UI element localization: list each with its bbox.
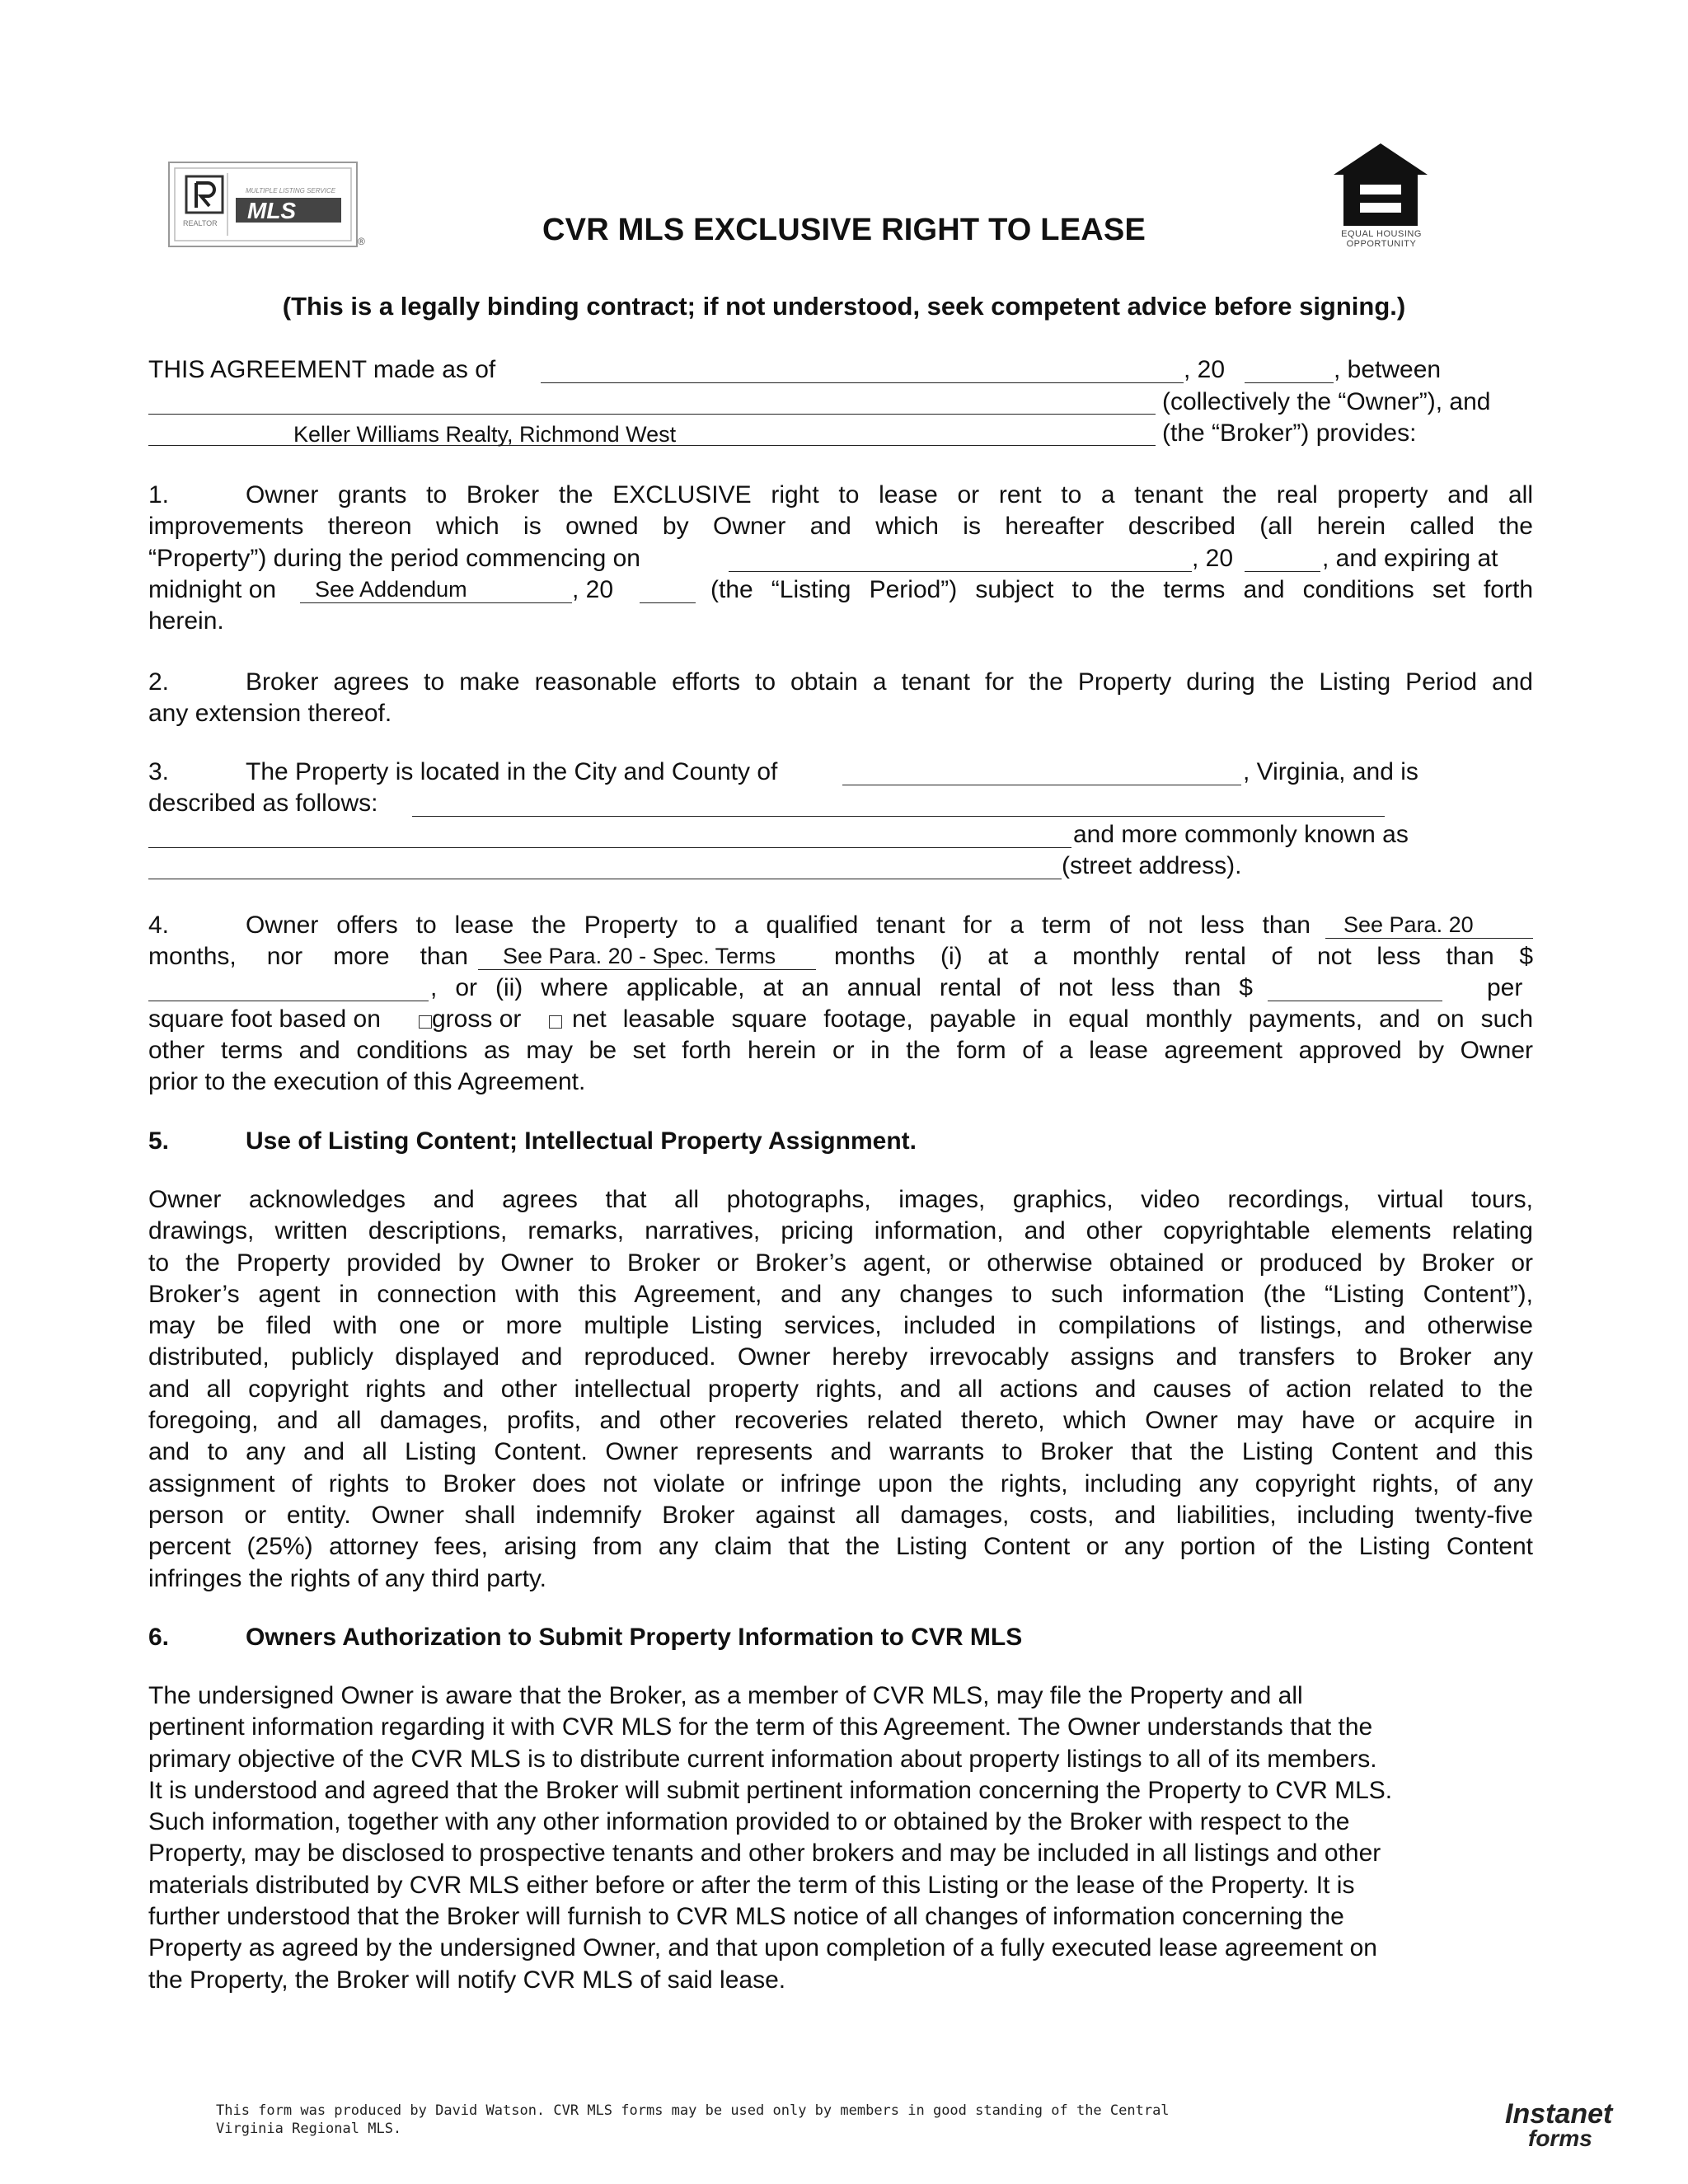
max-term-value: See Para. 20 - Spec. Terms [503,944,776,968]
legal-notice: (This is a legally binding contract; if not understood, seek competent advice before signing.) [282,292,1406,321]
p6-line: primary objective of the CVR MLS is to distribute current information about property listings to all of its members. [148,1745,1377,1773]
p3-line-3: and more commonly known as [1073,821,1409,848]
p6-line: Property as agreed by the undersigned Owner, and that upon completion of a fully executed lease agreement on [148,1934,1377,1962]
p5-line: and all copyright rights and other intellectual property rights, and all actions and causes of action related to the [148,1375,1533,1403]
p6-line: Such information, together with any other information provided to or obtained by the Broker with respect to the [148,1808,1350,1836]
p6-heading: Owners Authorization to Submit Property Information to CVR MLS [246,1624,1023,1651]
annual-rent-field[interactable] [1268,976,1442,1001]
svg-text:MULTIPLE LISTING SERVICE: MULTIPLE LISTING SERVICE [246,187,336,194]
p4-line-6: prior to the execution of this Agreement. [148,1068,586,1095]
svg-text:Instanet: Instanet [1505,2098,1613,2130]
street-address-field[interactable] [148,854,1062,879]
p5-line: drawings, written descriptions, remarks, narratives, pricing information, and other copyrightable elements relating [148,1217,1533,1245]
equal-housing-text [1325,229,1437,249]
p5-line: and to any and all Listing Content. Owner represents and warrants to Broker that the Listing Content and this [148,1438,1533,1466]
svg-text:MLS: MLS [247,198,297,223]
p1-line-1: Owner grants to Broker the EXCLUSIVE right to lease or rent to a tenant the real property and all [246,481,1533,509]
p5-line: infringes the rights of any third party. [148,1564,547,1592]
monthly-rent-field[interactable] [148,976,429,1001]
intro-between: , between [1334,356,1442,383]
p6-line: It is understood and agreed that the Broker will submit pertinent information concerning the Property to CVR MLS. [148,1776,1393,1804]
broker-name-value: Keller Williams Realty, Richmond West [293,422,677,447]
p6-line: pertinent information regarding it with CVR MLS for the term of this Agreement. The Owner understands that the [148,1713,1373,1741]
p5-line: distributed, publicly displayed and reproduced. Owner hereby irrevocably assigns and transfers to Broker any [148,1343,1533,1371]
footer-notice [216,2102,1170,2138]
p5-line: to the Property provided by Owner to Broker or Broker’s agent, or otherwise obtained or produced by Broker or [148,1249,1533,1277]
p4-line-2b: months (i) at a monthly rental of not less than $ [834,943,1533,970]
p5-body [148,1184,1533,1595]
p3-line-2: described as follows: [148,790,378,817]
listing-start-date-field[interactable] [729,546,1192,572]
p4-line-5: other terms and conditions as may be set forth herein or in the form of a lease agreement approved by Owner [148,1037,1533,1064]
p6-line: further understood that the Broker will furnish to CVR MLS notice of all changes of information concerning the [148,1903,1344,1931]
p2-number: 2. [148,668,170,696]
p5-number: 5. [148,1127,170,1155]
footer-line-1: This form was produced by David Watson. CVR MLS forms may be used only by members in good standing of the Central [216,2102,1170,2119]
registered-mark: ® [358,236,365,247]
intro-owner-suffix: (collectively the “Owner”), and [1162,388,1491,415]
svg-text:REALTOR: REALTOR [183,219,218,227]
p1-line-3b: , 20 [1192,545,1234,572]
p5-line: foregoing, and all damages, profits, and other recoveries related thereto, which Owner may have or acquire in [148,1407,1533,1435]
p5-heading: Use of Listing Content; Intellectual Property Assignment. [246,1127,917,1155]
p4-number: 4. [148,912,170,939]
legal-description-field-1[interactable] [412,791,1385,817]
document-title: CVR MLS EXCLUSIVE RIGHT TO LEASE [542,213,1146,247]
p6-line: The undersigned Owner is aware that the Broker, as a member of CVR MLS, may file the Property and all [148,1682,1303,1709]
p4-line-4a: square foot based on [148,1005,381,1033]
p5-line: may be filed with one or more multiple Listing services, included in compilations of listings, and otherwise [148,1312,1533,1340]
p3-line-4: (street address). [1062,852,1242,879]
intro-made-as-of: THIS AGREEMENT made as of [148,356,496,383]
net-checkbox[interactable] [549,1015,562,1029]
p5-line: assignment of rights to Broker does not violate or infringe upon the rights, including any copyright rights, of any [148,1469,1533,1497]
p2-line-1: Broker agrees to make reasonable efforts to obtain a tenant for the Property during the Listing Period and [246,668,1533,696]
city-county-field[interactable] [842,760,1241,785]
agreement-date-field[interactable] [541,358,1184,383]
p5-line: Owner acknowledges and agrees that all photographs, images, graphics, video recordings, virtual tours, [148,1186,1533,1213]
p1-line-2: improvements thereon which is owned by Owner and which is hereafter described (all herein called the [148,513,1533,540]
intro-year-prefix: , 20 [1184,356,1226,383]
p4-line-3a: , or (ii) where applicable, at an annual rental of not less than $ [430,974,1253,1001]
listing-expiry-year-field[interactable] [640,578,696,603]
owner-name-field[interactable] [148,389,1156,415]
p4-gross-label: gross or [432,1005,522,1033]
gross-checkbox[interactable] [419,1015,432,1029]
p3-line-1b: , Virginia, and is [1243,758,1418,785]
p5-line: percent (25%) attorney fees, arising from any claim that the Listing Content or any portion of the Listing Content [148,1533,1533,1561]
p1-line-4a: midnight on [148,576,277,603]
p1-number: 1. [148,481,170,509]
p6-line: the Property, the Broker will notify CVR MLS of said lease. [148,1966,786,1994]
p4-line-2a: months, nor more than [148,943,468,970]
p4-line-3b: per [1487,974,1523,1001]
listing-start-year-field[interactable] [1245,546,1320,572]
svg-text:forms: forms [1528,2125,1592,2151]
eho-line-2: OPPORTUNITY [1346,239,1417,249]
p6-line: Property, may be disclosed to prospective tenants and other brokers and may be included in all listings and other [148,1840,1381,1868]
p1-line-3c: , and expiring at [1322,545,1498,572]
p2-line-2: any extension thereof. [148,700,392,727]
p6-body [148,1680,1533,1996]
p4-line-4b: net leasable square footage, payable in equal monthly payments, and on such [572,1005,1533,1033]
p3-number: 3. [148,758,170,785]
instanet-forms-logo [1502,2093,1658,2151]
p5-line: person or entity. Owner shall indemnify Broker against all damages, costs, and liabilities, including twenty-five [148,1501,1533,1529]
p1-line-3a: “Property”) during the period commencing on [148,545,640,572]
p6-line: materials distributed by CVR MLS either before or after the term of this Listing or the lease of the Property. It is [148,1871,1355,1899]
listing-expiry-value: See Addendum [315,577,467,602]
p1-line-4b: , 20 [572,576,614,603]
p1-line-5: herein. [148,607,224,635]
legal-description-field-2[interactable] [148,823,1071,848]
footer-line-2: Virginia Regional MLS. [216,2121,402,2137]
p5-line: Broker’s agent in connection with this Agreement, and any changes to such information (the “Listing Content”), [148,1280,1533,1308]
eho-line-1: EQUAL HOUSING [1341,229,1422,239]
p3-line-1a: The Property is located in the City and County of [246,758,778,785]
intro-broker-suffix: (the “Broker”) provides: [1162,419,1417,447]
min-term-value: See Para. 20 [1343,912,1474,937]
agreement-year-field[interactable] [1245,358,1334,383]
p6-number: 6. [148,1624,170,1651]
p4-line-1: Owner offers to lease the Property to a qualified tenant for a term of not less than [246,912,1311,939]
p1-line-4c: (the “Listing Period”) subject to the terms and conditions set forth [710,576,1533,603]
